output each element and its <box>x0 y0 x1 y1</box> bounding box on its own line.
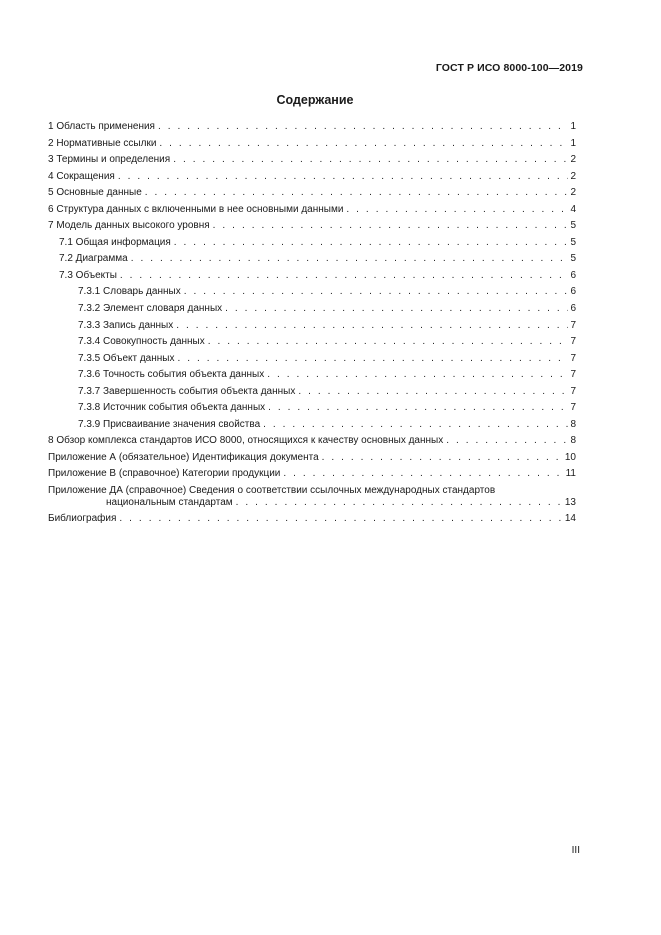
toc-entry-second-line <box>48 497 576 509</box>
toc-entry-text: 7.3.2 Элемент словаря данных <box>78 303 223 315</box>
dot-leader <box>264 367 568 384</box>
toc-entry-page: 7 <box>570 369 576 381</box>
dot-leader <box>115 169 568 186</box>
toc-entry-page: 7 <box>570 336 576 348</box>
toc-entry-text: 7.3.7 Завершенность события объекта данных <box>78 385 296 397</box>
dot-leader <box>443 433 568 450</box>
toc-entry-section-7-3-8[interactable] <box>48 400 576 417</box>
toc-entry-text: 7.3.8 Источник события объекта данных <box>78 402 266 414</box>
toc-entry-section-6[interactable] <box>48 202 576 219</box>
toc-entry-text: 7.3.6 Точность события объекта данных <box>78 369 265 381</box>
toc-entry-page: 7 <box>570 402 576 414</box>
dot-leader <box>343 202 568 219</box>
dot-leader <box>280 466 565 483</box>
toc-entry-text: 5 Основные данные <box>48 187 142 199</box>
dot-leader <box>117 268 568 285</box>
toc-entry-page: 6 <box>570 269 576 281</box>
toc-entry-text: 7.3 Объекты <box>59 269 117 281</box>
toc-entry-text: 2 Нормативные ссылки <box>48 137 157 149</box>
toc-entry-annex-b[interactable] <box>48 466 576 483</box>
toc-entry-page: 7 <box>570 319 576 331</box>
page-number: III <box>571 845 580 856</box>
toc-entry-page: 2 <box>570 154 576 166</box>
toc-entry-section-7-3[interactable] <box>48 268 576 285</box>
toc-entry-page: 6 <box>570 286 576 298</box>
toc-entry-text: Приложение В (справочное) Категории продукции <box>48 468 281 480</box>
dot-leader <box>233 497 565 509</box>
toc-entry-page: 8 <box>570 435 576 447</box>
toc-entry-text: 4 Сокращения <box>48 170 115 182</box>
dot-leader <box>319 450 565 467</box>
toc-entry-section-7-3-1[interactable] <box>48 284 576 301</box>
toc-entry-page: 5 <box>570 220 576 232</box>
toc-entry-page: 2 <box>570 170 576 182</box>
toc-entry-section-7-3-3[interactable] <box>48 318 576 335</box>
table-of-contents <box>48 119 576 528</box>
toc-entry-section-1[interactable] <box>48 119 576 136</box>
toc-entry-text: 6 Структура данных с включенными в нее основными данными <box>48 203 344 215</box>
toc-entry-text-line2: национальным стандартам <box>106 497 233 509</box>
toc-entry-section-7-2[interactable] <box>48 251 576 268</box>
dot-leader <box>156 136 568 153</box>
toc-entry-section-8[interactable] <box>48 433 576 450</box>
dot-leader <box>295 384 568 401</box>
dot-leader <box>260 417 568 434</box>
dot-leader <box>265 400 568 417</box>
toc-entry-annex-da[interactable] <box>48 483 576 511</box>
toc-entry-section-3[interactable] <box>48 152 576 169</box>
toc-entry-text: 8 Обзор комплекса стандартов ИСО 8000, относящихся к качеству основных данных <box>48 435 444 447</box>
dot-leader <box>181 284 568 301</box>
toc-entry-page: 4 <box>570 203 576 215</box>
dot-leader <box>222 301 568 318</box>
toc-entry-annex-a[interactable] <box>48 450 576 467</box>
toc-entry-page: 1 <box>570 137 576 149</box>
toc-entry-text: 1 Область применения <box>48 121 155 132</box>
toc-entry-page: 14 <box>564 513 576 525</box>
toc-entry-page: 7 <box>570 385 576 397</box>
toc-entry-section-7[interactable] <box>48 218 576 235</box>
toc-entry-section-7-3-4[interactable] <box>48 334 576 351</box>
toc-entry-page: 10 <box>564 451 576 463</box>
toc-entry-text: 3 Термины и определения <box>48 154 171 166</box>
toc-entry-page: 5 <box>570 236 576 248</box>
dot-leader <box>171 235 568 252</box>
dot-leader <box>210 218 568 235</box>
toc-entry-text: Приложение А (обязательное) Идентификация документа <box>48 451 319 463</box>
dot-leader <box>116 511 564 528</box>
dot-leader <box>155 119 568 136</box>
dot-leader <box>174 351 568 368</box>
toc-entry-bibliography[interactable] <box>48 511 576 528</box>
dot-leader <box>142 185 568 202</box>
toc-entry-text: 7 Модель данных высокого уровня <box>48 220 210 232</box>
toc-entry-page: 11 <box>565 468 576 480</box>
toc-entry-section-7-3-7[interactable] <box>48 384 576 401</box>
toc-entry-text: 7.3.3 Запись данных <box>78 319 174 331</box>
dot-leader <box>173 318 568 335</box>
toc-entry-page: 1 <box>570 121 576 132</box>
toc-entry-text: 7.1 Общая информация <box>59 236 171 248</box>
toc-entry-section-7-3-6[interactable] <box>48 367 576 384</box>
toc-entry-text: 7.3.5 Объект данных <box>78 352 175 364</box>
toc-title: Содержание <box>276 93 354 107</box>
toc-entry-text-line1: Приложение ДА (справочное) Сведения о соответствии ссылочных международных стандартов <box>48 485 496 497</box>
toc-entry-section-2[interactable] <box>48 136 576 153</box>
toc-entry-text: 7.2 Диаграмма <box>59 253 128 265</box>
toc-entry-text: Библиография <box>48 513 117 525</box>
toc-entry-page: 5 <box>570 253 576 265</box>
toc-entry-page: 7 <box>570 352 576 364</box>
toc-entry-section-4[interactable] <box>48 169 576 186</box>
toc-entry-section-7-3-9[interactable] <box>48 417 576 434</box>
toc-entry-page: 8 <box>570 418 576 430</box>
toc-entry-section-7-3-5[interactable] <box>48 351 576 368</box>
standard-code-header: ГОСТ Р ИСО 8000-100—2019 <box>435 62 583 74</box>
toc-entry-text: 7.3.9 Присваивание значения свойства <box>78 418 261 430</box>
toc-entry-page: 6 <box>570 303 576 315</box>
dot-leader <box>128 251 568 268</box>
toc-entry-section-5[interactable] <box>48 185 576 202</box>
toc-entry-page: 13 <box>564 497 576 509</box>
toc-entry-text: 7.3.4 Совокупность данных <box>78 336 205 348</box>
toc-entry-text: 7.3.1 Словарь данных <box>78 286 181 298</box>
dot-leader <box>205 334 568 351</box>
dot-leader <box>170 152 568 169</box>
toc-entry-section-7-1[interactable] <box>48 235 576 252</box>
toc-entry-page: 2 <box>570 187 576 199</box>
toc-entry-section-7-3-2[interactable] <box>48 301 576 318</box>
